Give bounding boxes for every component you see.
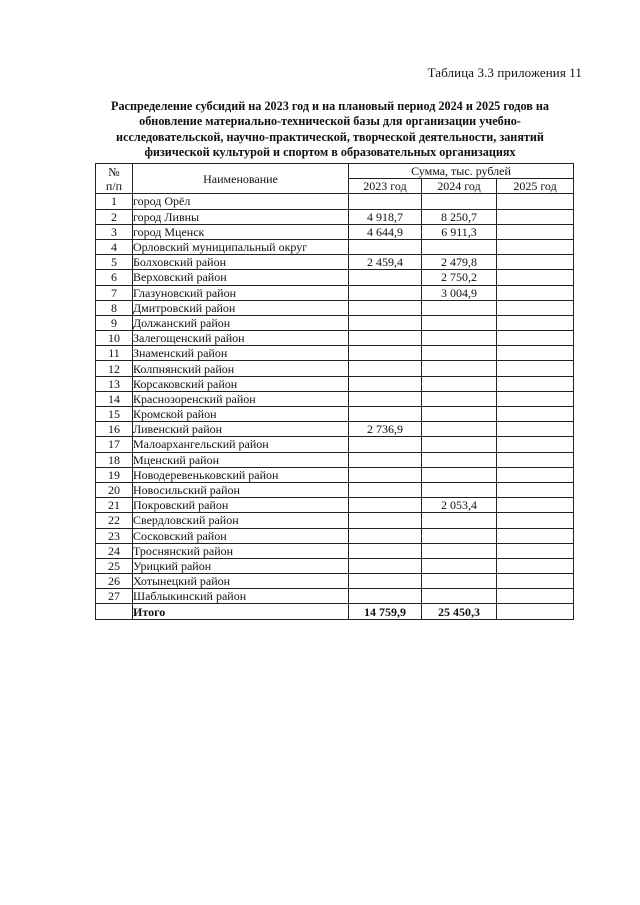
row-number: 9 xyxy=(96,315,133,330)
row-value-2024 xyxy=(422,407,497,422)
row-name: Дмитровский район xyxy=(133,300,349,315)
row-number: 19 xyxy=(96,467,133,482)
row-number: 15 xyxy=(96,407,133,422)
header-year-2024: 2024 год xyxy=(422,179,497,194)
row-value-2024 xyxy=(422,346,497,361)
row-value-2023 xyxy=(349,543,422,558)
document-title: Распределение субсидий на 2023 год и на плановый период 2024 и 2025 годов на обновление материально-технической базы для организации учебно- исследовательской, научно-практической, творческой деятельности, занятий физической культурой и спортом в образовательных организациях xyxy=(111,99,549,159)
row-value-2024: 8 250,7 xyxy=(422,209,497,224)
row-value-2023 xyxy=(349,452,422,467)
row-name: Корсаковский район xyxy=(133,376,349,391)
header-sum: Сумма, тыс. рублей xyxy=(349,164,574,179)
row-value-2023 xyxy=(349,437,422,452)
table-row xyxy=(96,255,574,270)
row-value-2023 xyxy=(349,194,422,209)
row-value-2023 xyxy=(349,482,422,497)
row-value-2023 xyxy=(349,558,422,573)
table-row xyxy=(96,452,574,467)
row-name: Орловский муниципальный округ xyxy=(133,239,349,254)
row-name: Краснозоренский район xyxy=(133,391,349,406)
table-row xyxy=(96,589,574,604)
row-value-2025 xyxy=(497,315,574,330)
table-row xyxy=(96,376,574,391)
row-value-2024: 2 053,4 xyxy=(422,498,497,513)
row-value-2025 xyxy=(497,589,574,604)
table-row xyxy=(96,528,574,543)
row-value-2024 xyxy=(422,574,497,589)
table-row xyxy=(96,285,574,300)
table-row xyxy=(96,209,574,224)
table-row xyxy=(96,422,574,437)
row-number: 14 xyxy=(96,391,133,406)
table-row xyxy=(96,543,574,558)
row-number: 12 xyxy=(96,361,133,376)
row-value-2023 xyxy=(349,467,422,482)
row-name: Верховский район xyxy=(133,270,349,285)
row-number: 8 xyxy=(96,300,133,315)
row-value-2024 xyxy=(422,558,497,573)
total-value-2023: 14 759,9 xyxy=(349,604,422,619)
row-value-2023 xyxy=(349,361,422,376)
table-row xyxy=(96,270,574,285)
row-value-2025 xyxy=(497,528,574,543)
table-row xyxy=(96,300,574,315)
row-number: 16 xyxy=(96,422,133,437)
row-value-2023: 4 918,7 xyxy=(349,209,422,224)
row-name: Должанский район xyxy=(133,315,349,330)
table-body xyxy=(96,194,574,619)
row-value-2025 xyxy=(497,391,574,406)
table-row xyxy=(96,315,574,330)
row-name: Новодеревеньковский район xyxy=(133,467,349,482)
row-value-2025 xyxy=(497,270,574,285)
table-row xyxy=(96,513,574,528)
row-number: 18 xyxy=(96,452,133,467)
table-caption: Таблица 3.3 приложения 11 xyxy=(427,65,582,80)
row-number: 7 xyxy=(96,285,133,300)
row-value-2023 xyxy=(349,528,422,543)
row-value-2024 xyxy=(422,239,497,254)
row-name: Троснянский район xyxy=(133,543,349,558)
row-value-2024 xyxy=(422,315,497,330)
table-row xyxy=(96,331,574,346)
row-value-2024 xyxy=(422,331,497,346)
row-value-2024 xyxy=(422,422,497,437)
row-name: Урицкий район xyxy=(133,558,349,573)
row-number: 5 xyxy=(96,255,133,270)
row-name: Колпнянский район xyxy=(133,361,349,376)
row-value-2024 xyxy=(422,194,497,209)
row-value-2023 xyxy=(349,498,422,513)
row-value-2024 xyxy=(422,513,497,528)
row-value-2024: 6 911,3 xyxy=(422,224,497,239)
row-number: 26 xyxy=(96,574,133,589)
table-row xyxy=(96,361,574,376)
row-value-2025 xyxy=(497,422,574,437)
row-value-2024 xyxy=(422,376,497,391)
row-value-2023: 2 736,9 xyxy=(349,422,422,437)
row-value-2025 xyxy=(497,558,574,573)
table-row xyxy=(96,194,574,209)
row-number: 23 xyxy=(96,528,133,543)
row-value-2023 xyxy=(349,239,422,254)
table-row xyxy=(96,346,574,361)
row-value-2025 xyxy=(497,452,574,467)
row-name: город Орёл xyxy=(133,194,349,209)
row-number: 6 xyxy=(96,270,133,285)
row-name: Ливенский район xyxy=(133,422,349,437)
row-value-2024 xyxy=(422,361,497,376)
row-value-2025 xyxy=(497,194,574,209)
row-number: 3 xyxy=(96,224,133,239)
row-value-2025 xyxy=(497,300,574,315)
row-value-2023 xyxy=(349,331,422,346)
table-row xyxy=(96,574,574,589)
total-row xyxy=(96,604,574,619)
row-value-2025 xyxy=(497,574,574,589)
total-number xyxy=(96,604,133,619)
row-value-2024 xyxy=(422,467,497,482)
total-name: Итого xyxy=(133,604,349,619)
header-year-2025: 2025 год xyxy=(497,179,574,194)
table-row xyxy=(96,391,574,406)
row-value-2024 xyxy=(422,300,497,315)
row-name: Сосковский район xyxy=(133,528,349,543)
row-name: Покровский район xyxy=(133,498,349,513)
row-number: 11 xyxy=(96,346,133,361)
row-name: Мценский район xyxy=(133,452,349,467)
total-value-2024: 25 450,3 xyxy=(422,604,497,619)
row-number: 2 xyxy=(96,209,133,224)
row-value-2024 xyxy=(422,528,497,543)
row-number: 10 xyxy=(96,331,133,346)
row-value-2023: 4 644,9 xyxy=(349,224,422,239)
row-value-2023 xyxy=(349,391,422,406)
row-value-2024 xyxy=(422,391,497,406)
row-number: 1 xyxy=(96,194,133,209)
row-number: 21 xyxy=(96,498,133,513)
row-name: Шаблыкинский район xyxy=(133,589,349,604)
row-value-2025 xyxy=(497,467,574,482)
row-value-2025 xyxy=(497,209,574,224)
row-value-2025 xyxy=(497,285,574,300)
row-name: Болховский район xyxy=(133,255,349,270)
row-name: город Мценск xyxy=(133,224,349,239)
row-number: 20 xyxy=(96,482,133,497)
row-name: Глазуновский район xyxy=(133,285,349,300)
row-number: 22 xyxy=(96,513,133,528)
row-value-2025 xyxy=(497,513,574,528)
row-number: 13 xyxy=(96,376,133,391)
table-row xyxy=(96,498,574,513)
table-row xyxy=(96,224,574,239)
row-value-2024 xyxy=(422,437,497,452)
row-value-2023 xyxy=(349,574,422,589)
row-name: город Ливны xyxy=(133,209,349,224)
header-name: Наименование xyxy=(133,164,349,194)
row-name: Новосильский район xyxy=(133,482,349,497)
row-name: Свердловский район xyxy=(133,513,349,528)
row-name: Залегощенский район xyxy=(133,331,349,346)
row-value-2023: 2 459,4 xyxy=(349,255,422,270)
row-value-2023 xyxy=(349,513,422,528)
table-row xyxy=(96,407,574,422)
row-value-2024 xyxy=(422,452,497,467)
row-number: 17 xyxy=(96,437,133,452)
row-value-2024 xyxy=(422,482,497,497)
row-number: 24 xyxy=(96,543,133,558)
table-row xyxy=(96,239,574,254)
row-value-2025 xyxy=(497,498,574,513)
row-value-2025 xyxy=(497,346,574,361)
row-value-2023 xyxy=(349,285,422,300)
row-value-2025 xyxy=(497,407,574,422)
table-row xyxy=(96,437,574,452)
row-value-2024: 2 479,8 xyxy=(422,255,497,270)
row-value-2023 xyxy=(349,346,422,361)
row-number: 27 xyxy=(96,589,133,604)
row-name: Знаменский район xyxy=(133,346,349,361)
row-number: 4 xyxy=(96,239,133,254)
row-value-2023 xyxy=(349,315,422,330)
row-value-2025 xyxy=(497,437,574,452)
row-number: 25 xyxy=(96,558,133,573)
row-value-2025 xyxy=(497,376,574,391)
row-value-2023 xyxy=(349,300,422,315)
table-row xyxy=(96,467,574,482)
row-value-2024 xyxy=(422,543,497,558)
row-name: Кромской район xyxy=(133,407,349,422)
header-number: № п/п xyxy=(96,164,133,194)
row-value-2025 xyxy=(497,543,574,558)
row-value-2024: 3 004,9 xyxy=(422,285,497,300)
row-value-2025 xyxy=(497,255,574,270)
row-value-2025 xyxy=(497,331,574,346)
subsidy-table xyxy=(95,163,574,620)
row-name: Малоархангельский район xyxy=(133,437,349,452)
row-value-2025 xyxy=(497,482,574,497)
header-year-2023: 2023 год xyxy=(349,179,422,194)
table-row xyxy=(96,558,574,573)
row-value-2025 xyxy=(497,239,574,254)
row-value-2025 xyxy=(497,224,574,239)
row-value-2023 xyxy=(349,270,422,285)
total-value-2025 xyxy=(497,604,574,619)
row-name: Хотынецкий район xyxy=(133,574,349,589)
row-value-2024: 2 750,2 xyxy=(422,270,497,285)
row-value-2025 xyxy=(497,361,574,376)
table-row xyxy=(96,482,574,497)
row-value-2023 xyxy=(349,407,422,422)
row-value-2024 xyxy=(422,589,497,604)
row-value-2023 xyxy=(349,589,422,604)
row-value-2023 xyxy=(349,376,422,391)
